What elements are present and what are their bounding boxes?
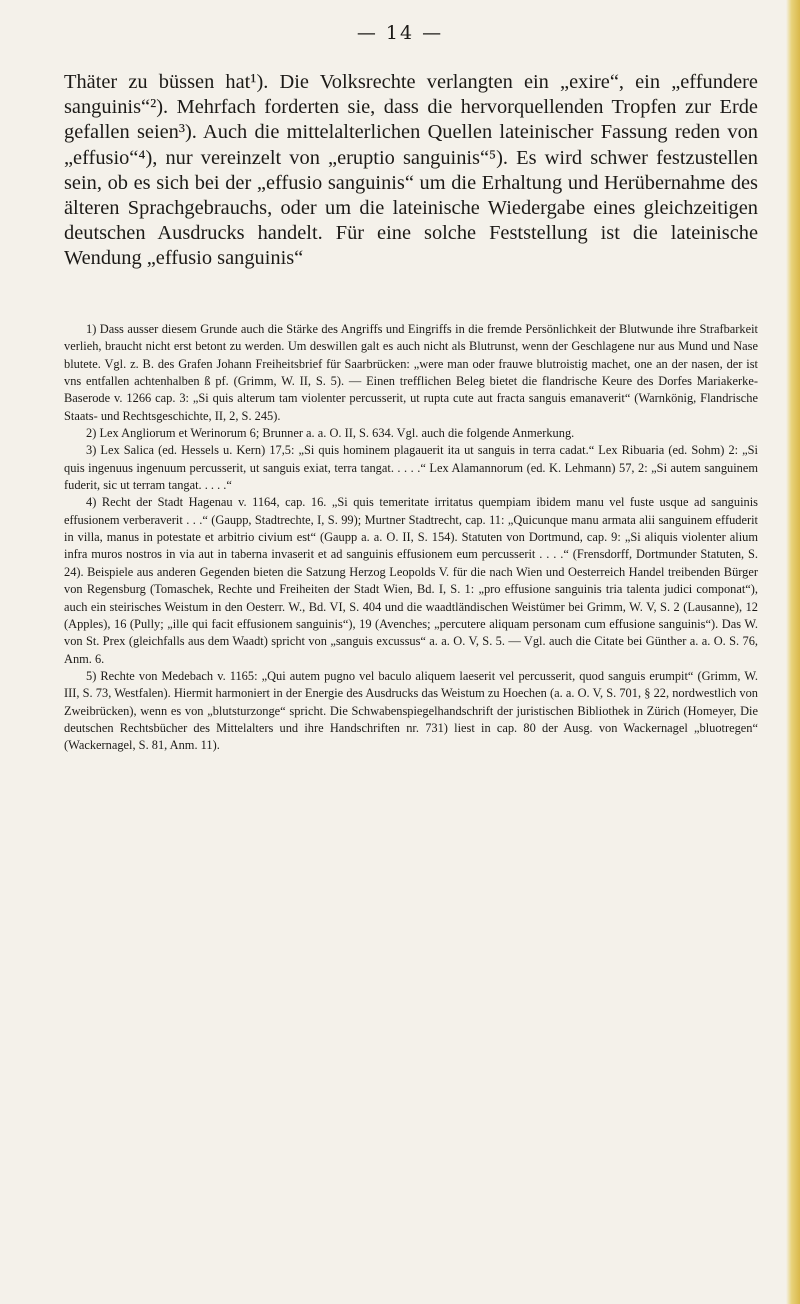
main-paragraph: Thäter zu büssen hat¹). Die Volksrechte verlangten ein „exire“, ein „effundere sanguinis“²). Mehrfach forderten sie, dass die hervorquellenden Tropfen zur Erde gefallen seien³). Auch die mittelalterlichen Quellen lateinischer Fassung reden von „effusio“⁴), nur vereinzelt von „eruptio sanguinis“⁵). Es wird schwer festzustellen sein, ob es sich bei der „effusio sanguinis“ um die Erhaltung und Herübernahme des älteren Sprachgebrauchs, oder um die lateinische Wiedergabe eines gleichzeitigen deutschen Ausdrucks handelt. Für eine solche Feststellung ist die lateinische Wendung „effusio sanguinis“ bbox=[64, 71, 758, 270]
footnote-number: 3) bbox=[86, 443, 97, 458]
footnote-number: 2) bbox=[86, 426, 97, 441]
footnotes bbox=[64, 321, 758, 755]
footnote-text: Lex Salica (ed. Hessels u. Kern) 17,5: „Si quis hominem plagauerit ita ut sanguis in terra cadat.“ Lex Ribuaria (ed. Sohm) 2: „Si quis ingenuus ingenuum percusserit, ut sanguis exiat, terra tangat. . . . .“ Lex Alamannorum (ed. K. Lehmann) 57, 2: „Si autem sanguinem fuderit, sic ut terram tangat. . . . .“ bbox=[64, 443, 758, 493]
page-number: — 14 — bbox=[356, 22, 444, 44]
footnote-text: Dass ausser diesem Grunde auch die Stärke des Angriffs und Eingriffs in die fremde Persönlichkeit der Blutwunde ihre Strafbarkeit verlieh, braucht nicht erst betont zu werden. Um deswillen galt es auch nicht als Blutrunst, wenn der Geschlagene nur aus Mund und Nase blutete. Vgl. z. B. des Grafen Johann Freiheitsbrief für Saarbrücken: „were man oder frauwe blutroistig machet, one an der nasen, der ist vns entfallen achtenhalben ß pf. (Grimm, W. II, S. 5). — Einen trefflichen Beleg bietet die flandrische Keure des Dorfes Mariakerke-Baserode v. 1266 cap. 3: „Si quis alterum tam violenter percusserit, ut rupta cute aut fracta sanguis emanaverit“ (Warnkönig, Flandrische Staats- und Rechtsgeschichte, II, 2, S. 245). bbox=[64, 322, 758, 423]
footnote-text: Lex Angliorum et Werinorum 6; Brunner a. a. O. II, S. 634. Vgl. auch die folgende Anmerkung. bbox=[99, 426, 575, 441]
footnote-number: 1) bbox=[86, 322, 97, 336]
footnote-text: Recht der Stadt Hagenau v. 1164, cap. 16. „Si quis temeritate irritatus quempiam ibidem manu vel fuste usque ad sanguinis effusionem verberaverit . . .“ (Gaupp, Stadtrechte, I, S. 99); Murtner Stadtrecht, cap. 11: „Quicunque manu armata alii sanguinem effuderit in villa, manus in potestate et arbitrio civium est“ (Gaupp a. a. O. II, S. 154). Statuten von Dortmund, cap. 9: „Si aliquis violenter alium infra muros nostros in via aut in taberna invaserit et ad sanguinis effusionem eum percusserit . . . .“ (Frensdorff, Dortmunder Statuten, S. 24). Beispiele aus anderen Gegenden bieten die Satzung Herzog Leopolds V. für die nach Wien und Oesterreich Handel treibenden Bürger von Regensburg (Tomaschek, Rechte und Freiheiten der Stadt Wien, Bd. I, S. 1: „pro effusione sanguinis tria talenta judici componat“), auch ein steirisches Weistum in den Oesterr. W., Bd. VI, S. 404 und die waadtländischen Weistümer bei Grimm, W. V, S. 2 (Lausanne), 12 (Apples), 16 (Pully; „ille qui facit effusionem sanguinis“), 19 (Avenches; „percutere aliquam personam cum effusione sanguinis“). Das W. von St. Prex (gleichfalls aus dem Waadt) spricht von „sanguis excussus“ a. a. O. V, S. 5. — Vgl. auch die Citate bei Günther a. a. O. S. 76, Anm. 6. bbox=[64, 495, 758, 666]
footnote-5 bbox=[64, 668, 758, 755]
footnote-text: Rechte von Medebach v. 1165: „Qui autem pugno vel baculo aliquem laeserit vel percusserit, quod sanguis erumpit“ (Grimm, W. III, S. 73, Westfalen). Hiermit harmoniert in der Energie des Ausdrucks das Weistum zu Hoechen (a. a. O. V, S. 701, § 22, nordwestlich von Zweibrücken), wenn es von „blutsturzonge“ spricht. Die Schwabenspiegelhandschrift der juristischen Bibliothek in Zürich (Homeyer, Die deutschen Rechtsbücher des Mittelalters und ihre Handschriften nr. 731) liest in cap. 80 der Ausg. von Wackernagel „bluotregen“ (Wackernagel, S. 81, Anm. 11). bbox=[64, 668, 758, 753]
footnote-1 bbox=[64, 321, 758, 425]
main-text bbox=[64, 70, 758, 272]
footnote-2 bbox=[64, 425, 758, 442]
footnote-number: 4) bbox=[86, 495, 97, 510]
page-edge bbox=[786, 0, 800, 1304]
footnote-3 bbox=[64, 442, 758, 494]
footnote-number: 5) bbox=[86, 668, 97, 683]
footnote-4 bbox=[64, 494, 758, 667]
